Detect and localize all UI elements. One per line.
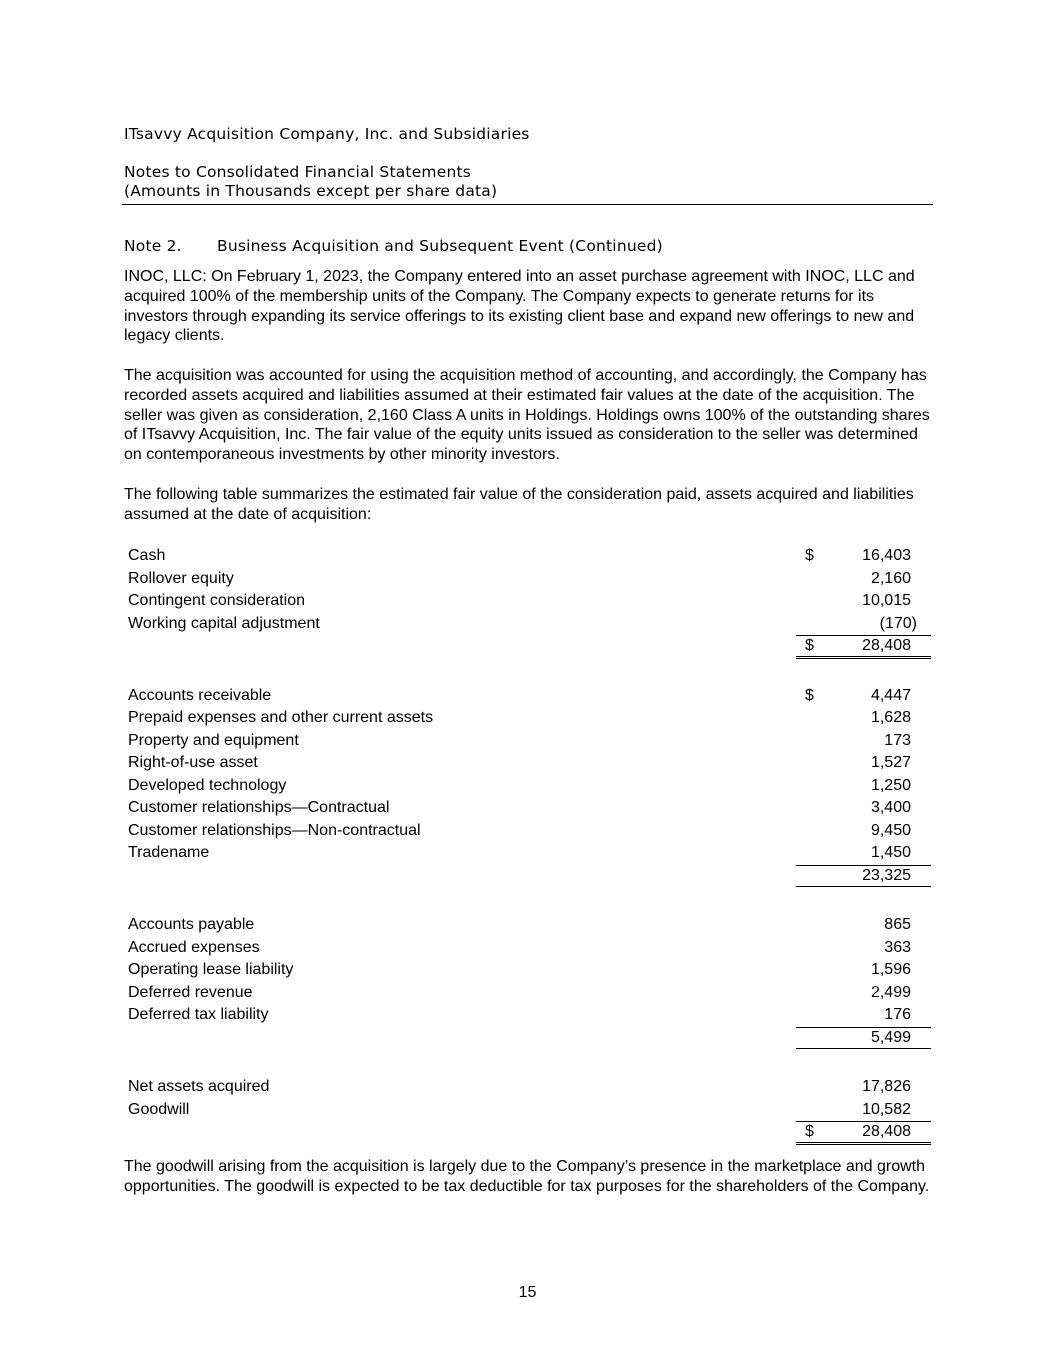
table-row xyxy=(128,1004,933,1027)
liabilities-total: 5,499 xyxy=(870,1028,911,1046)
consideration-total: 28,408 xyxy=(862,637,911,654)
amounts-note: (Amounts in Thousands except per share data) xyxy=(124,182,498,200)
paragraph-inoc-intro: INOC, LLC: On February 1, 2023, the Company entered into an asset purchase agreement with INOC, LLC and acquired 100% of the membership units of the Company. The Company expects to generate returns for its investors through expanding its service offerings to its existing client base and expand new offerings to new and legacy clients. xyxy=(124,268,915,345)
row-label: Customer relationships—Contractual xyxy=(128,799,390,816)
table-row xyxy=(128,820,933,843)
company-name: ITsavvy Acquisition Company, Inc. and Subsidiaries xyxy=(124,125,530,143)
note-title: Business Acquisition and Subsequent Event (Continued) xyxy=(217,237,663,255)
row-amount: 4,447 xyxy=(870,686,911,704)
page-header xyxy=(124,123,933,200)
row-amount: 2,499 xyxy=(870,983,911,1001)
notes-title: Notes to Consolidated Financial Statements xyxy=(124,163,472,181)
row-amount: 176 xyxy=(884,1006,911,1023)
row-label: Operating lease liability xyxy=(128,961,294,978)
row-label: Goodwill xyxy=(128,1100,190,1118)
note-heading xyxy=(124,236,663,256)
row-amount: 3,400 xyxy=(870,799,911,816)
currency-symbol: $ xyxy=(805,1123,814,1140)
assets-total-row xyxy=(128,865,933,888)
row-amount: 1,596 xyxy=(870,961,911,978)
paragraph-acquisition-method: The acquisition was accounted for using the acquisition method of accounting, and accordingly, the Company has recorded assets acquired and liabilities assumed at their estimated fair values at the date of the acquisition. The seller was given as consideration, 2,160 Class A units in Holdings. Holdings owns 100% of the outstanding shares of ITsavvy Acquisition, Inc. The fair value of the equity units issued as consideration to the seller was determined on contemporaneous investments by other minority investors. xyxy=(124,367,930,464)
currency-symbol: $ xyxy=(805,637,814,654)
row-label: Developed technology xyxy=(128,776,287,794)
row-label: Rollover equity xyxy=(128,569,234,587)
row-amount: 17,826 xyxy=(862,1078,911,1095)
row-amount: 9,450 xyxy=(870,821,911,839)
table-spacer xyxy=(128,887,933,914)
row-amount: 1,628 xyxy=(870,709,911,726)
table-spacer xyxy=(128,1049,933,1076)
row-label: Prepaid expenses and other current assets xyxy=(128,709,434,726)
table-row xyxy=(128,775,933,798)
summary-total-row xyxy=(128,1121,933,1144)
acquisition-table xyxy=(128,545,933,1144)
table-row xyxy=(128,1099,933,1122)
note-number: Note 2. xyxy=(124,237,182,255)
row-label: Accounts payable xyxy=(128,916,255,933)
row-amount: 1,527 xyxy=(870,754,911,771)
row-amount: 363 xyxy=(884,938,911,956)
paragraph-table-intro: The following table summarizes the estimated fair value of the consideration paid, assets acquired and liabilities assumed at the date of acquisition: xyxy=(124,486,914,523)
currency-symbol: $ xyxy=(805,686,814,704)
row-amount: 10,582 xyxy=(862,1100,911,1118)
table-row xyxy=(128,914,933,937)
row-label: Property and equipment xyxy=(128,731,299,749)
row-label: Deferred revenue xyxy=(128,983,253,1001)
row-amount: 173 xyxy=(884,731,911,749)
table-row xyxy=(128,797,933,820)
table-row xyxy=(128,937,933,960)
row-label: Accounts receivable xyxy=(128,686,272,704)
row-label: Deferred tax liability xyxy=(128,1006,269,1023)
table-row xyxy=(128,730,933,753)
row-label: Accrued expenses xyxy=(128,938,260,956)
table-row xyxy=(128,545,933,568)
row-label: Customer relationships—Non-contractual xyxy=(128,821,421,839)
summary-total: 28,408 xyxy=(862,1123,911,1140)
row-label: Cash xyxy=(128,547,166,564)
table-row xyxy=(128,707,933,730)
row-label: Net assets acquired xyxy=(128,1078,270,1095)
row-label: Right-of-use asset xyxy=(128,754,258,771)
page-number: 15 xyxy=(518,1284,537,1301)
row-amount: 10,015 xyxy=(862,592,911,609)
row-amount: (170) xyxy=(879,614,917,632)
liabilities-total-row xyxy=(128,1027,933,1050)
table-row xyxy=(128,685,933,708)
row-label: Contingent consideration xyxy=(128,592,306,609)
paragraph-goodwill: The goodwill arising from the acquisition is largely due to the Company’s presence in the marketplace and growth opportunities. The goodwill is expected to be tax deductible for tax purposes for the shareholders of the Company. xyxy=(124,1158,930,1195)
table-row xyxy=(128,752,933,775)
row-amount: 1,450 xyxy=(870,844,911,861)
table-row xyxy=(128,568,933,591)
table-row xyxy=(128,1076,933,1099)
assets-total: 23,325 xyxy=(862,866,911,884)
table-row xyxy=(128,842,933,865)
header-rule xyxy=(122,204,933,205)
row-label: Working capital adjustment xyxy=(128,614,320,632)
row-amount: 865 xyxy=(884,916,911,933)
row-amount: 1,250 xyxy=(870,776,911,794)
currency-symbol: $ xyxy=(805,547,814,564)
row-label: Tradename xyxy=(128,844,210,861)
table-spacer xyxy=(128,658,933,685)
table-row xyxy=(128,613,933,636)
table-row xyxy=(128,982,933,1005)
consideration-total-row xyxy=(128,635,933,658)
table-row xyxy=(128,959,933,982)
row-amount: 2,160 xyxy=(870,569,911,587)
table-row xyxy=(128,590,933,613)
row-amount: 16,403 xyxy=(862,547,911,564)
